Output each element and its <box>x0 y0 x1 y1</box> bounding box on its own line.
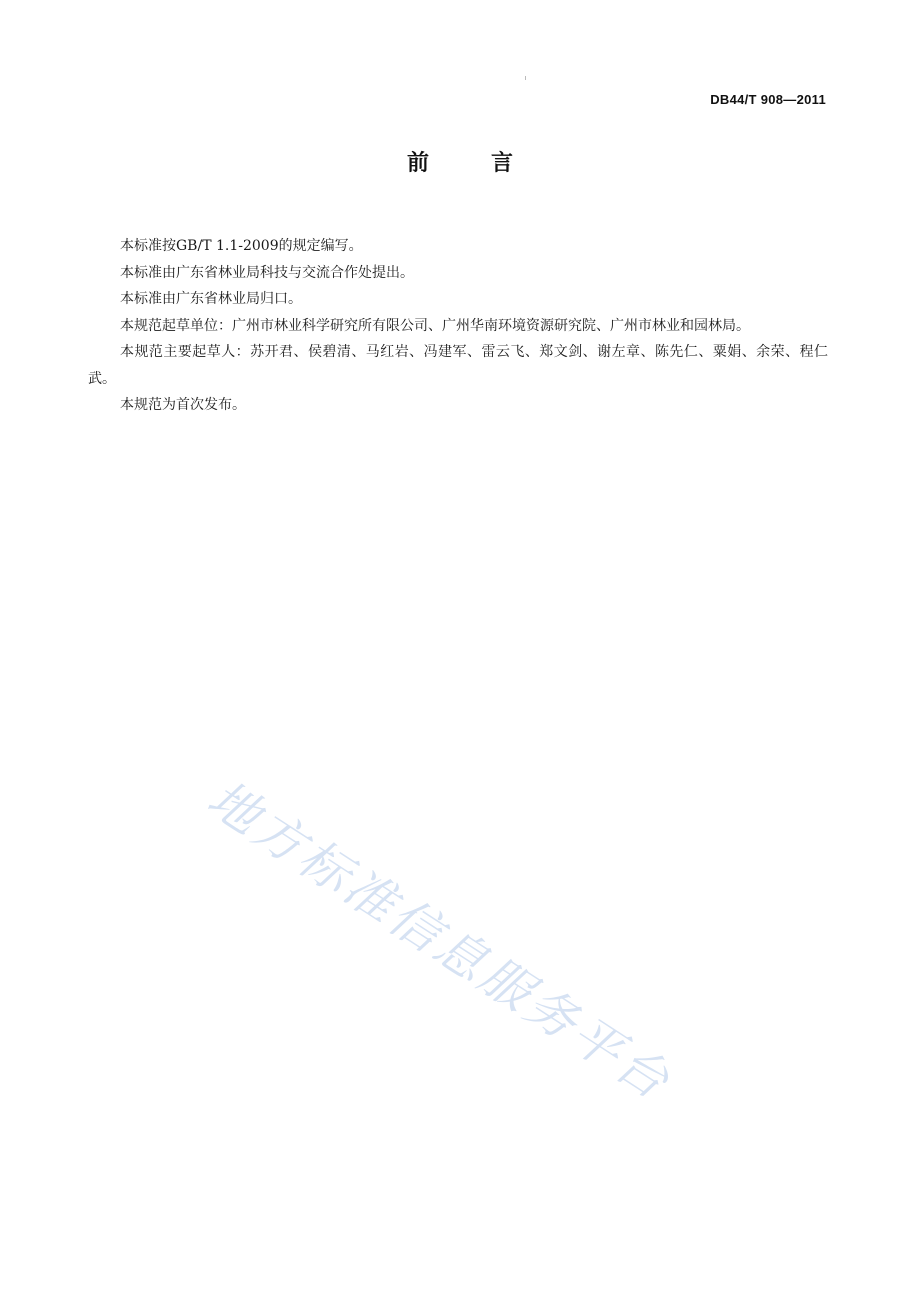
foreword-body <box>88 233 828 419</box>
document-code: DB44/T 908—2011 <box>710 92 826 107</box>
paragraph-standard-basis: 本标准按GB/T 1.1-2009的规定编写。 <box>120 238 363 254</box>
paragraph-first-release: 本规范为首次发布。 <box>120 397 246 413</box>
paragraph-drafting-units: 本规范起草单位：广州市林业科学研究所有限公司、广州华南环境资源研究院、广州市林业和园林局。 <box>120 317 750 334</box>
title-char-2: 言 <box>491 151 514 176</box>
page-mark <box>525 76 526 80</box>
title-char-1: 前 <box>406 151 429 176</box>
page-title <box>0 146 920 177</box>
watermark: 地方标准信息服务平台 <box>197 769 682 1112</box>
paragraph-drafters: 本规范主要起草人：苏开君、侯碧清、马红岩、冯建军、雷云飞、郑文剑、谢左章、陈先仁、粟娟、余荣、程仁武。 <box>88 344 828 387</box>
paragraph-centralized-by: 本标准由广东省林业局归口。 <box>120 291 302 307</box>
paragraph-proposed-by: 本标准由广东省林业局科技与交流合作处提出。 <box>120 264 414 281</box>
